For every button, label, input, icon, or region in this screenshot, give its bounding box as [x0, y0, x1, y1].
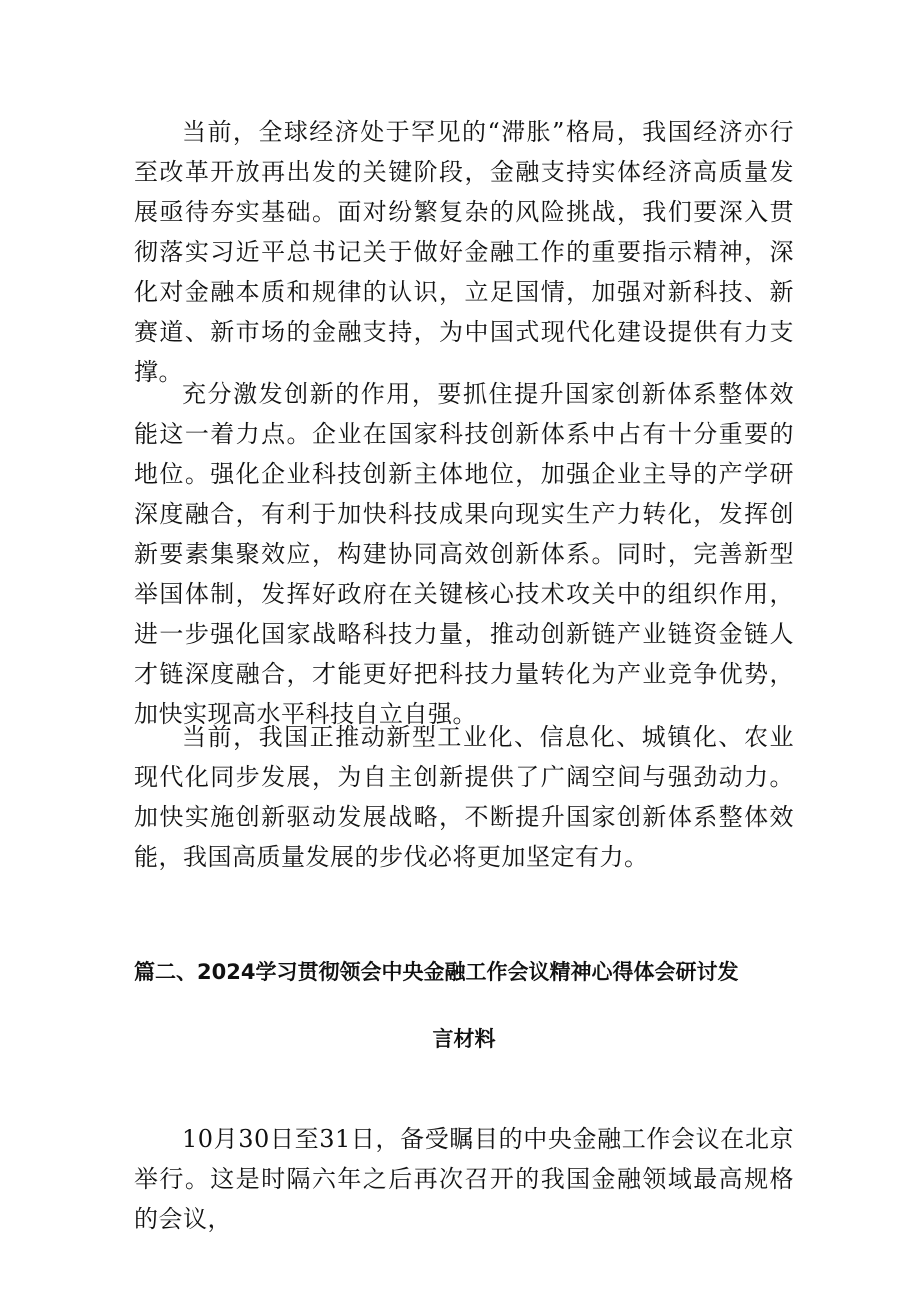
paragraph-3: 当前，我国正推动新型工业化、信息化、城镇化、农业现代化同步发展，为自主创新提供了广阔空间与强劲动力。加快实施创新驱动发展战略，不断提升国家创新体系整体效能，我国高质量发展的步伐必将更加坚定有力。	[134, 723, 794, 871]
paragraph-4: 10月30日至31日，备受瞩目的中央金融工作会议在北京举行。这是时隔六年之后再次召开的我国金融领域最高规格的会议，	[134, 1125, 794, 1233]
paragraph-2: 充分激发创新的作用，要抓住提升国家创新体系整体效能这一着力点。企业在国家科技创新体系中占有十分重要的地位。强化企业科技创新主体地位，加强企业主导的产学研深度融合，有利于加快科技成果向现实生产力转化，发挥创新要素集聚效应，构建协同高效创新体系。同时，完善新型举国体制，发挥好政府在关键核心技术攻关中的组织作用，进一步强化国家战略科技力量，推动创新链产业链资金链人才链深度融合，才能更好把科技力量转化为产业竞争优势，加快实现高水平科技自立自强。	[134, 380, 794, 728]
section-heading-line-2: 言材料	[432, 1027, 496, 1051]
paragraph-1: 当前，全球经济处于罕见的“滞胀”格局，我国经济亦行至改革开放再出发的关键阶段，金融支持实体经济高质量发展亟待夯实基础。面对纷繁复杂的风险挑战，我们要深入贯彻落实习近平总书记关于做好金融工作的重要指示精神，深化对金融本质和规律的认识，立足国情，加强对新科技、新赛道、新市场的金融支持，为中国式现代化建设提供有力支撑。	[134, 118, 794, 386]
section-heading-line-1: 篇二、2024学习贯彻领会中央金融工作会议精神心得体会研讨发	[134, 960, 739, 984]
